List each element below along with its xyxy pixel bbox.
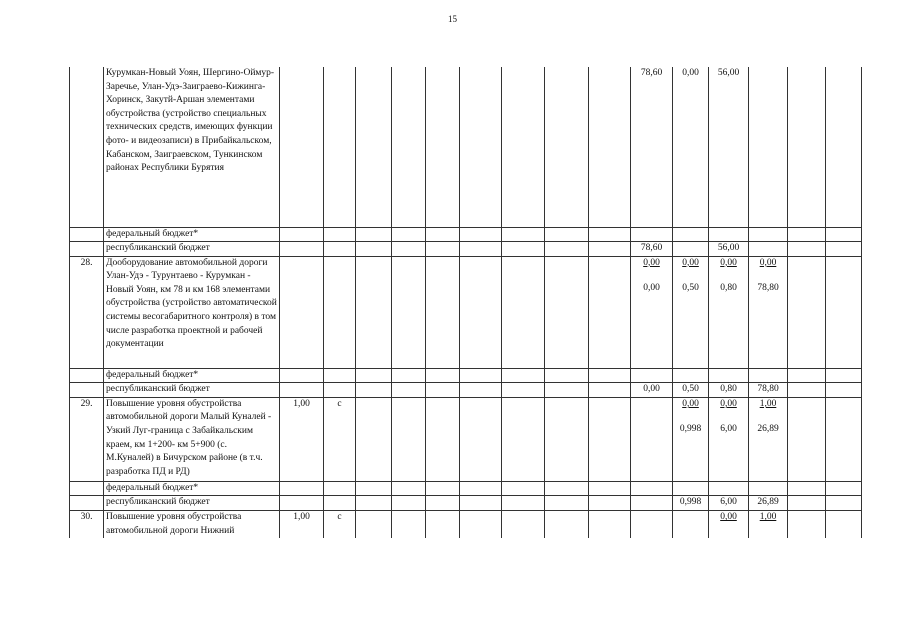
value-cell: 1,00 26,89	[749, 397, 788, 481]
table-row	[70, 256, 862, 368]
item-description: Курумкан-Новый Уоян, Шергино-Оймур-Заречье, Улан-Удэ-Заиграево-Кижинга-Хоринск, Закутй-Аршан элементами обустройства (устройство специальных технических средств, имеющих функции фото- и видеозаписи) в Прибайкальском, Кабанском, Заиграевском, Тункинском районах Республики Бурятия	[104, 67, 280, 227]
value-cell: 0,00 0,00	[631, 256, 673, 368]
value-cell: 0,80	[709, 383, 749, 398]
row-number: 29.	[70, 397, 104, 481]
item-description: Дооборудование автомобильной дороги Улан-Удэ - Турунтаево - Курумкан - Новый Уоян, км 78 и км 168 элементами обустройства (устройство автоматической системы весогабаритного контроля) в том числе разработка проектной и рабочей документации	[104, 256, 280, 368]
budget-label: федеральный бюджет*	[104, 227, 280, 242]
budget-label: федеральный бюджет*	[104, 481, 280, 496]
table-row	[70, 496, 862, 511]
value-cell: 56,00	[709, 242, 749, 257]
value-cell: 0,00	[673, 67, 709, 227]
unit-cell: с	[324, 397, 356, 481]
program-table	[69, 67, 862, 538]
row-number: 30.	[70, 511, 104, 539]
budget-label: республиканский бюджет	[104, 383, 280, 398]
table-row	[70, 67, 862, 227]
budget-label: федеральный бюджет*	[104, 368, 280, 383]
unit-cell: с	[324, 511, 356, 539]
value-cell: 0,00 6,00	[709, 397, 749, 481]
table-row	[70, 383, 862, 398]
value-cell: 78,60	[631, 242, 673, 257]
row-number: 28.	[70, 256, 104, 368]
value-cell: 26,89	[749, 496, 788, 511]
value-cell: 1,00	[749, 511, 788, 539]
table-row	[70, 397, 862, 481]
quantity-cell: 1,00	[280, 511, 324, 539]
value-cell: 78,60	[631, 67, 673, 227]
table-row	[70, 368, 862, 383]
value-cell: 6,00	[709, 496, 749, 511]
page-number: 15	[448, 14, 457, 24]
value-cell: 0,00 0,998	[673, 397, 709, 481]
item-description: Повышение уровня обустройства автомобильной дороги Малый Куналей - Узкий Луг-граница с Забайкальским краем, км 1+200- км 5+900 (с. М.Куналей) в Бичурском районе (в т.ч. разработка ПД и РД)	[104, 397, 280, 481]
value-cell: 0,00 0,50	[673, 256, 709, 368]
value-cell: 0,00 0,80	[709, 256, 749, 368]
table-row	[70, 511, 862, 539]
value-cell: 0,50	[673, 383, 709, 398]
value-cell: 0,00	[631, 383, 673, 398]
value-cell: 78,80	[749, 383, 788, 398]
table-row	[70, 481, 862, 496]
table-row	[70, 242, 862, 257]
item-description: Повышение уровня обустройства автомобильной дороги Нижний	[104, 511, 280, 539]
budget-label: республиканский бюджет	[104, 242, 280, 257]
table-row	[70, 227, 862, 242]
value-cell: 56,00	[709, 67, 749, 227]
value-cell: 0,00	[709, 511, 749, 539]
value-cell: 0,00 78,80	[749, 256, 788, 368]
quantity-cell: 1,00	[280, 397, 324, 481]
budget-label: республиканский бюджет	[104, 496, 280, 511]
value-cell: 0,998	[673, 496, 709, 511]
